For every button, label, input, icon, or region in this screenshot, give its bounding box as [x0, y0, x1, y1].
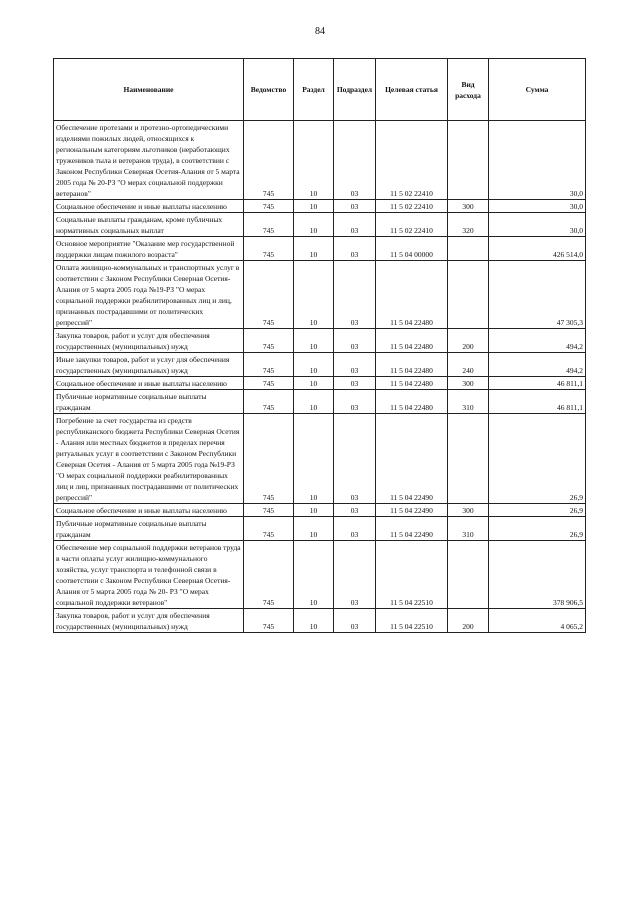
cell-subsection: 03 — [334, 517, 376, 541]
cell-target: 11 5 04 22480 — [376, 377, 448, 390]
header-section: Раздел — [294, 59, 334, 121]
cell-expense: 310 — [448, 517, 489, 541]
cell-sum: 47 305,3 — [489, 261, 586, 329]
cell-section: 10 — [294, 261, 334, 329]
cell-department: 745 — [244, 213, 294, 237]
cell-section: 10 — [294, 609, 334, 633]
cell-section: 10 — [294, 329, 334, 353]
cell-section: 10 — [294, 541, 334, 609]
cell-name: Обеспечение протезами и протезно-ортопедическими изделиями пожилых людей, относящихся к региональным категориям льготников (неработающих тружеников тыла и ветеранов труда), в соответствии с Законом Республики Северная Осетия-Алания от 5 марта 2005 года № 20-РЗ "О мерах социальной поддержки ветеранов" — [54, 121, 244, 200]
cell-department: 745 — [244, 329, 294, 353]
header-subsection: Подраздел — [334, 59, 376, 121]
header-department: Ведомство — [244, 59, 294, 121]
table-row — [54, 353, 586, 377]
table-header — [54, 59, 586, 121]
page-number: 84 — [315, 26, 325, 37]
cell-sum: 46 811,1 — [489, 377, 586, 390]
table-row — [54, 377, 586, 390]
cell-expense — [448, 541, 489, 609]
cell-target: 11 5 04 22480 — [376, 329, 448, 353]
cell-expense: 300 — [448, 200, 489, 213]
cell-name: Иные закупки товаров, работ и услуг для обеспечения государственных (муниципальных) нужд — [54, 353, 244, 377]
cell-expense — [448, 121, 489, 200]
cell-sum: 378 906,5 — [489, 541, 586, 609]
cell-department: 745 — [244, 237, 294, 261]
cell-section: 10 — [294, 121, 334, 200]
cell-name: Социальное обеспечение и иные выплаты населению — [54, 200, 244, 213]
cell-expense: 200 — [448, 329, 489, 353]
table-row — [54, 329, 586, 353]
cell-target: 11 5 04 22480 — [376, 390, 448, 414]
cell-name: Закупка товаров, работ и услуг для обеспечения государственных (муниципальных) нужд — [54, 329, 244, 353]
cell-department: 745 — [244, 200, 294, 213]
cell-target: 11 5 04 00000 — [376, 237, 448, 261]
cell-sum: 26,9 — [489, 414, 586, 504]
cell-subsection: 03 — [334, 414, 376, 504]
cell-subsection: 03 — [334, 609, 376, 633]
cell-section: 10 — [294, 353, 334, 377]
cell-sum: 46 811,1 — [489, 390, 586, 414]
cell-name: Обеспечение мер социальной поддержки ветеранов труда в части оплаты услуг жилищно-коммунального хозяйства, услуг транспорта и телефонной связи в соответствии с Законом Республики Северная Осетия-Алания от 5 марта 2005 года № 20- РЗ "О мерах социальной поддержки ветеранов" — [54, 541, 244, 609]
cell-name: Публичные нормативные социальные выплаты гражданам — [54, 390, 244, 414]
cell-section: 10 — [294, 213, 334, 237]
table-row — [54, 213, 586, 237]
cell-expense — [448, 237, 489, 261]
cell-subsection: 03 — [334, 377, 376, 390]
table-row — [54, 121, 586, 200]
cell-target: 11 5 02 22410 — [376, 200, 448, 213]
cell-subsection: 03 — [334, 261, 376, 329]
cell-target: 11 5 04 22490 — [376, 504, 448, 517]
cell-target: 11 5 04 22490 — [376, 414, 448, 504]
cell-sum: 494,2 — [489, 353, 586, 377]
cell-name: Публичные нормативные социальные выплаты гражданам — [54, 517, 244, 541]
cell-department: 745 — [244, 353, 294, 377]
cell-department: 745 — [244, 504, 294, 517]
table-row — [54, 237, 586, 261]
cell-expense: 310 — [448, 390, 489, 414]
cell-expense: 300 — [448, 504, 489, 517]
cell-name: Социальные выплаты гражданам, кроме публичных нормативных социальных выплат — [54, 213, 244, 237]
cell-target: 11 5 02 22410 — [376, 121, 448, 200]
cell-name: Социальное обеспечение и иные выплаты населению — [54, 377, 244, 390]
table-row — [54, 541, 586, 609]
cell-department: 745 — [244, 414, 294, 504]
header-sum: Сумма — [489, 59, 586, 121]
budget-table — [53, 58, 586, 633]
cell-expense: 300 — [448, 377, 489, 390]
cell-name: Социальное обеспечение и иные выплаты населению — [54, 504, 244, 517]
cell-sum: 26,9 — [489, 517, 586, 541]
table-row — [54, 390, 586, 414]
cell-department: 745 — [244, 121, 294, 200]
cell-sum: 30,0 — [489, 213, 586, 237]
header-expense: Вид расхода — [448, 59, 489, 121]
header-target: Целевая статья — [376, 59, 448, 121]
cell-section: 10 — [294, 377, 334, 390]
cell-target: 11 5 04 22510 — [376, 541, 448, 609]
cell-section: 10 — [294, 237, 334, 261]
cell-expense — [448, 261, 489, 329]
cell-subsection: 03 — [334, 329, 376, 353]
cell-subsection: 03 — [334, 390, 376, 414]
cell-sum: 426 514,0 — [489, 237, 586, 261]
cell-subsection: 03 — [334, 121, 376, 200]
table-row — [54, 517, 586, 541]
cell-subsection: 03 — [334, 200, 376, 213]
cell-department: 745 — [244, 517, 294, 541]
cell-sum: 4 065,2 — [489, 609, 586, 633]
cell-section: 10 — [294, 414, 334, 504]
cell-target: 11 5 02 22410 — [376, 213, 448, 237]
cell-department: 745 — [244, 390, 294, 414]
cell-subsection: 03 — [334, 213, 376, 237]
cell-department: 745 — [244, 261, 294, 329]
cell-target: 11 5 04 22480 — [376, 353, 448, 377]
cell-sum: 30,0 — [489, 121, 586, 200]
cell-subsection: 03 — [334, 504, 376, 517]
cell-expense — [448, 414, 489, 504]
cell-name: Закупка товаров, работ и услуг для обеспечения государственных (муниципальных) нужд — [54, 609, 244, 633]
cell-sum: 30,0 — [489, 200, 586, 213]
cell-subsection: 03 — [334, 353, 376, 377]
cell-section: 10 — [294, 390, 334, 414]
cell-name: Оплата жилищно-коммунальных и транспортных услуг в соответствии с Законом Республики Северная Осетия-Алания от 5 марта 2005 года №19-РЗ "О мерах социальной поддержки реабилитированных лиц и лиц, признанных пострадавшими от политических репрессий" — [54, 261, 244, 329]
cell-name: Основное мероприятие "Оказание мер государственной поддержки лицам пожилого возраста" — [54, 237, 244, 261]
cell-sum: 494,2 — [489, 329, 586, 353]
cell-expense: 320 — [448, 213, 489, 237]
cell-target: 11 5 04 22490 — [376, 517, 448, 541]
cell-expense: 200 — [448, 609, 489, 633]
cell-subsection: 03 — [334, 237, 376, 261]
header-name: Наименование — [54, 59, 244, 121]
table-row — [54, 504, 586, 517]
cell-department: 745 — [244, 609, 294, 633]
cell-target: 11 5 04 22480 — [376, 261, 448, 329]
table-row — [54, 414, 586, 504]
table-row — [54, 200, 586, 213]
cell-department: 745 — [244, 377, 294, 390]
cell-section: 10 — [294, 517, 334, 541]
table-body — [54, 121, 586, 633]
cell-subsection: 03 — [334, 541, 376, 609]
cell-name: Погребение за счет государства из средств республиканского бюджета Республики Северная Осетия - Алания или местных бюджетов в пределах перечня ритуальных услуг в соответствии с Законом Республики Северная Осетия - Алания от 5 марта 2005 года №19-РЗ "О мерах социальной поддержки реабилитированных лиц и лиц, признанных пострадавшими от политических репрессий" — [54, 414, 244, 504]
cell-sum: 26,9 — [489, 504, 586, 517]
cell-target: 11 5 04 22510 — [376, 609, 448, 633]
cell-section: 10 — [294, 504, 334, 517]
table-row — [54, 261, 586, 329]
cell-expense: 240 — [448, 353, 489, 377]
cell-department: 745 — [244, 541, 294, 609]
table-row — [54, 609, 586, 633]
cell-section: 10 — [294, 200, 334, 213]
